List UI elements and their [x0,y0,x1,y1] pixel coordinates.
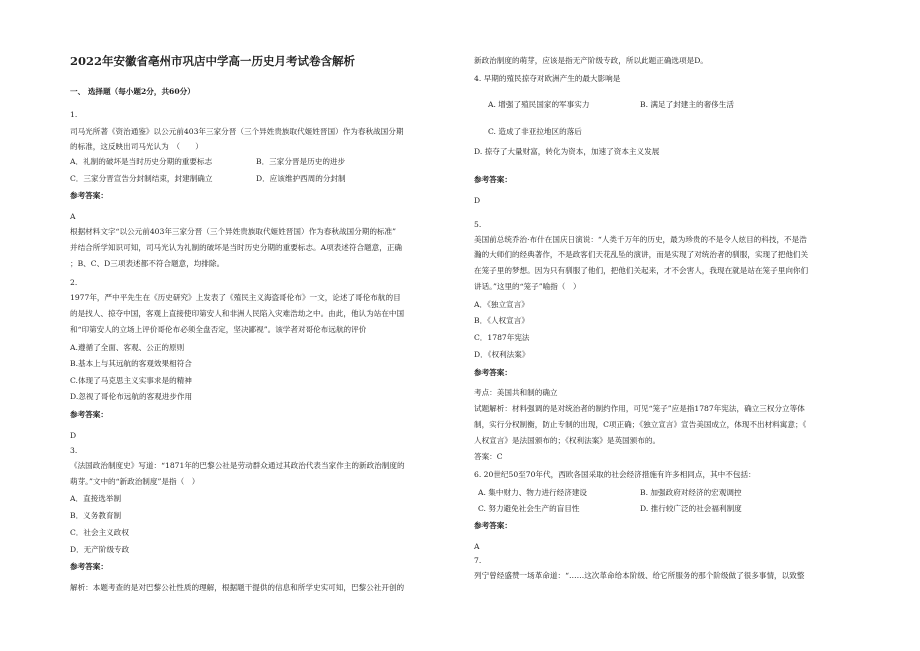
q6-option-d: D. 推行较广泛的社会福利制度 [640,504,742,513]
q4-option-c: C. 造成了非亚拉地区的落后 [488,127,582,136]
q1-stem-line: 的标准，这反映出司马光认为 （ ） [70,142,203,151]
q1-answer-label: 参考答案： [70,191,108,200]
q3-stem-line: 《法国政治制度史》写道：“1871年的巴黎公社是劳动群众通过其政治代表当家作主的新政治制度的 [70,461,405,470]
q5-stem-line: 美国前总统乔治·布什在国庆日演说：“人类千万年的历史，最为珍贵的不是令人炫目的科技，不是浩 [474,235,807,244]
q5-analysis-line: 人权宣言》是法国颁布的；《权利法案》是英国颁布的。 [474,436,661,445]
q5-option-b: B．《人权宣言》 [474,316,529,325]
q5-option-a: A．《独立宣言》 [474,300,529,309]
section-heading: 一、 选择题（每小题2分，共60分） [70,87,195,96]
q4-option-d: D. 掠夺了大量财富，转化为资本，加速了资本主义发展 [474,147,660,156]
q2-option-b: B.基本上与其远航的客观效果相符合 [70,359,192,368]
q2-answer: D [70,431,77,440]
q2-stem-line: 的是找人、掠夺中国，客观上直接使印第安人和非洲人民陷入灾难浩劫之中。由此，他认为站在中国 [70,309,405,318]
q1-option-d: D．应该维护西周的分封制 [256,174,346,183]
page-title: 2022年安徽省亳州市巩店中学高一历史月考试卷含解析 [70,54,356,68]
q2-stem-line: 和“印第安人的立场上评价哥伦布必须全盘否定，坚决鄙视”。该学者对哥伦布远航的评价 [70,325,367,334]
q5-option-d: D．《权利法案》 [474,350,530,359]
q3-option-d: D．无产阶级专政 [70,545,130,554]
q1-stem-line: 司马光所著《资治通鉴》以公元前403年三家分晋（三个异姓贵族取代姬姓晋国）作为春秋战国分期 [70,127,404,136]
q5-analysis-line: 制，实行分权制衡，防止专制的出现，C项正确；《独立宣言》宣告美国成立，体现不出材料寓意；《 [474,420,807,429]
q3-stem-line: 萌芽。”文中的“新政治制度”是指（ ） [70,477,200,486]
q4-answer: D [474,196,481,205]
q4-stem: 4. 早期的殖民掠夺对欧洲产生的最大影响是 [474,74,621,83]
q3-analysis-cont: 新政治制度的萌芽，应该是指无产阶级专政，所以此题正确选项是D。 [474,56,708,65]
q1-option-a: A．礼制的破坏是当时历史分期的重要标志 [70,157,213,166]
q6-stem: 6. 20世纪50至70年代，西欧各国采取的社会经济措施有许多相同点，其中不包括： [474,470,756,479]
q2-number: 2. [70,278,78,287]
q6-option-c: C. 努力避免社会生产的盲目性 [478,504,580,513]
q5-analysis-line: 试题解析：材料强调的是对统治者的制约作用，可见“笼子”应是指1787年宪法，确立三权分立等体 [474,404,805,413]
q3-answer-label: 参考答案： [70,562,108,571]
q1-analysis-line: 根据材料文字“以公元前403年三家分晋（三个异姓贵族取代姬姓晋国）作为春秋战国分期的标准” [70,227,397,236]
q2-stem-line: 1977年，严中平先生在《历史研究》上发表了《殖民主义海盗哥伦布》一文，论述了哥伦布航的目 [70,293,401,302]
q3-option-a: A．直接选举制 [70,494,122,503]
q2-answer-label: 参考答案： [70,410,108,419]
q3-number: 3. [70,446,78,455]
q5-stem-line: 讲话。”这里的“笼子”喻指（ ） [474,282,581,291]
q2-option-a: A.遵循了全面、客观、公正的原则 [70,343,185,352]
q7-stem-line: 列宁曾经盛赞一场革命道：“……这次革命给本阶级、给它所服务的那个阶级做了很多事情，以致整 [474,571,805,580]
q5-kaodian: 考点：美国共和制的确立 [474,388,558,397]
q1-number: 1. [70,110,78,119]
q5-answer-label: 参考答案： [474,368,512,377]
q1-answer: A [70,212,76,221]
q1-option-c: C．三家分晋宣告分封制结束，封建制确立 [70,174,213,183]
q5-answer: 答案：C [474,452,503,461]
q6-option-b: B. 加强政府对经济的宏观调控 [640,488,742,497]
q1-analysis-line: ；B、C、D三项表述都不符合题意，均排除。 [70,259,225,268]
q6-answer-label: 参考答案： [474,521,512,530]
q3-analysis-line: 解析：本题考查的是对巴黎公社性质的理解，根据题干提供的信息和所学史实可知，巴黎公社开创的 [70,583,405,592]
q2-option-d: D.忽视了哥伦布远航的客观进步作用 [70,392,193,401]
q7-number: 7. [474,556,482,565]
q4-answer-label: 参考答案： [474,175,512,184]
q5-stem-line: 瀚的大师们的经典著作，不是政客们天花乱坠的演讲，而是实现了对统治者的驯服，实现了把他们关 [474,250,809,259]
q5-option-c: C．1787年宪法 [474,333,530,342]
q1-analysis-line: 并结合所学知识可知，司马光认为礼制的破坏是当时历史分期的重要标志。A项表述符合题意，正确 [70,243,403,252]
q5-stem-line: 在笼子里的梦想。因为只有驯服了他们，把他们关起来，才不会害人，我现在就是站在笼子里向你们 [474,266,809,275]
q2-option-c: C.体现了马克思主义实事求是的精神 [70,376,192,385]
q6-answer: A [474,542,480,551]
q3-option-c: C．社会主义政权 [70,528,129,537]
q1-option-b: B．三家分晋是历史的进步 [256,157,346,166]
q5-number: 5. [474,220,482,229]
q3-option-b: B．义务教育制 [70,511,122,520]
q6-option-a: A. 集中财力、物力进行经济建设 [478,488,588,497]
q4-option-b: B. 满足了封建主的奢侈生活 [640,100,734,109]
q4-option-a: A. 增强了殖民国家的军事实力 [488,100,590,109]
